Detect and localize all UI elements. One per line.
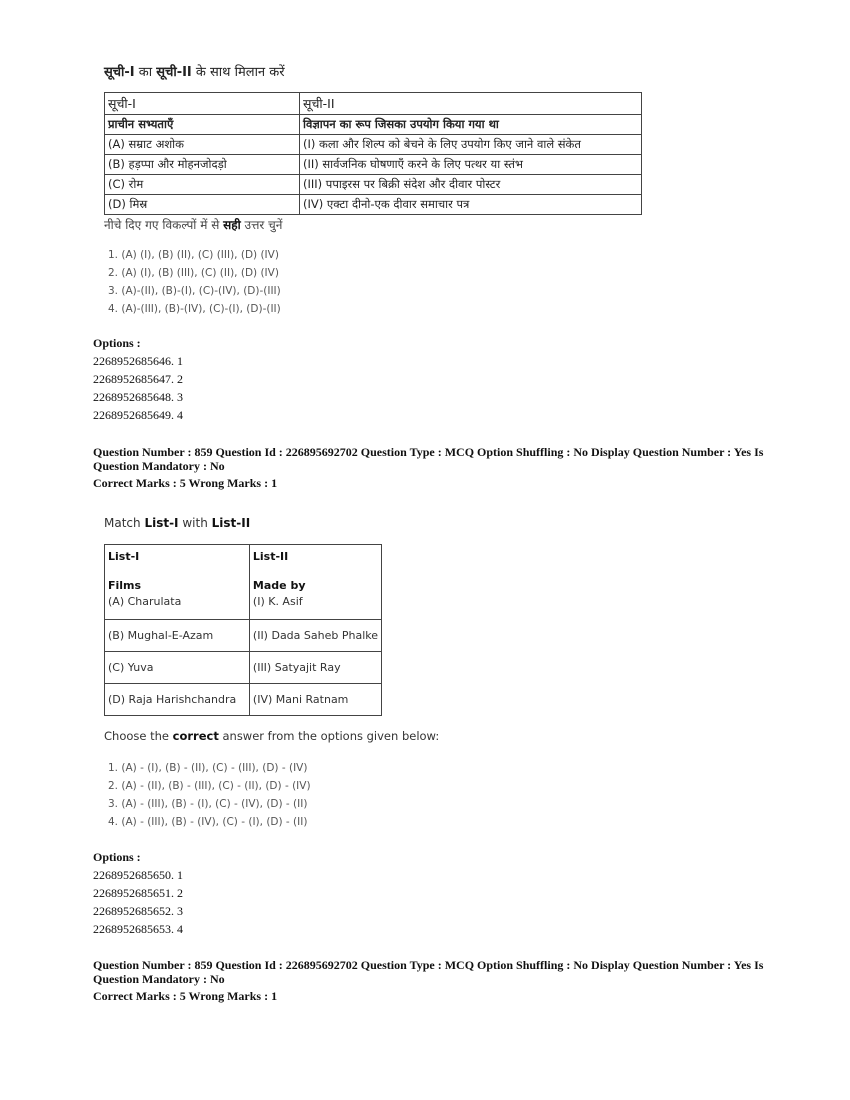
options-label: Options : bbox=[93, 336, 141, 350]
title-text: with bbox=[178, 516, 212, 530]
english-answer-choices bbox=[108, 759, 311, 831]
instruction-emphasis: सही bbox=[223, 218, 241, 232]
table-subheader-row bbox=[105, 115, 642, 135]
hindi-instruction bbox=[104, 216, 282, 233]
options-label: Options : bbox=[93, 850, 141, 864]
hindi-question-title bbox=[104, 62, 285, 80]
options-block-1 bbox=[93, 334, 183, 424]
answer-choice: 2. (A) (I), (B) (III), (C) (II), (D) (IV) bbox=[108, 267, 279, 279]
table-subheader-cell: Films bbox=[105, 568, 250, 592]
question-meta-line: Question Number : 859 Question Id : 226895692702 Question Type : MCQ Option Shuffling : No Display Question Number : Yes Is Question Mandatory : No bbox=[93, 445, 764, 473]
table-header-cell: सूची-II bbox=[300, 93, 642, 115]
option-id: 2268952685651. 2 bbox=[93, 886, 183, 900]
table-header-cell: List-I bbox=[105, 545, 250, 569]
table-cell: (A) सम्राट अशोक bbox=[105, 135, 300, 155]
hindi-title-connector: का bbox=[134, 65, 157, 80]
question-meta-2 bbox=[93, 958, 773, 1003]
hindi-title-suffix: के साथ मिलान करें bbox=[191, 65, 285, 80]
english-match-table bbox=[104, 544, 382, 716]
table-cell: (C) रोम bbox=[105, 175, 300, 195]
table-cell: (IV) Mani Ratnam bbox=[249, 684, 381, 716]
option-id: 2268952685650. 1 bbox=[93, 868, 183, 882]
answer-choice: 1. (A) - (I), (B) - (II), (C) - (III), (D) - (IV) bbox=[108, 762, 308, 774]
table-cell: (C) Yuva bbox=[105, 652, 250, 684]
question-meta-line: Question Number : 859 Question Id : 226895692702 Question Type : MCQ Option Shuffling : No Display Question Number : Yes Is Question Mandatory : No bbox=[93, 958, 764, 986]
answer-choice: 1. (A) (I), (B) (II), (C) (III), (D) (IV) bbox=[108, 249, 279, 261]
option-id: 2268952685646. 1 bbox=[93, 354, 183, 368]
answer-choice: 4. (A) - (III), (B) - (IV), (C) - (I), (D) - (II) bbox=[108, 816, 308, 828]
list1-label: List-I bbox=[144, 516, 179, 530]
table-header-cell: List-II bbox=[249, 545, 381, 569]
instruction-text: उत्तर चुनें bbox=[240, 218, 283, 232]
question-meta-1 bbox=[93, 445, 773, 490]
instruction-text: answer from the options given below: bbox=[218, 729, 440, 743]
list2-label: List-II bbox=[211, 516, 251, 530]
answer-choice: 3. (A) - (III), (B) - (I), (C) - (IV), (D) - (II) bbox=[108, 798, 308, 810]
table-cell: (III) Satyajit Ray bbox=[249, 652, 381, 684]
table-cell: (IV) एक्टा दीनो-एक दीवार समाचार पत्र bbox=[300, 195, 642, 215]
table-cell: (II) सार्वजनिक घोषणाएँ करने के लिए पत्थर या स्तंभ bbox=[300, 155, 642, 175]
instruction-text: नीचे दिए गए विकल्पों में से bbox=[104, 218, 224, 232]
options-block-2 bbox=[93, 848, 183, 938]
table-cell: (III) पपाइरस पर बिक्री संदेश और दीवार पोस्टर bbox=[300, 175, 642, 195]
table-cell: (B) Mughal-E-Azam bbox=[105, 620, 250, 652]
title-text: Match bbox=[104, 516, 145, 530]
option-id: 2268952685649. 4 bbox=[93, 408, 183, 422]
table-header-row bbox=[105, 93, 642, 115]
english-question-title bbox=[104, 516, 250, 530]
answer-choice: 2. (A) - (II), (B) - (III), (C) - (II), (D) - (IV) bbox=[108, 780, 311, 792]
answer-choice: 3. (A)-(II), (B)-(I), (C)-(IV), (D)-(III) bbox=[108, 285, 281, 297]
option-id: 2268952685647. 2 bbox=[93, 372, 183, 386]
table-cell: (I) कला और शिल्प को बेचने के लिए उपयोग किए जाने वाले संकेत bbox=[300, 135, 642, 155]
english-instruction bbox=[104, 729, 439, 743]
table-row bbox=[105, 684, 382, 716]
table-cell: (D) मिस्र bbox=[105, 195, 300, 215]
table-row bbox=[105, 195, 642, 215]
option-id: 2268952685653. 4 bbox=[93, 922, 183, 936]
table-row bbox=[105, 592, 382, 620]
table-cell: (B) हड़प्पा और मोहनजोदड़ो bbox=[105, 155, 300, 175]
option-id: 2268952685652. 3 bbox=[93, 904, 183, 918]
hindi-match-table bbox=[104, 92, 642, 215]
table-header-row bbox=[105, 545, 382, 569]
table-header-cell: सूची-I bbox=[105, 93, 300, 115]
table-subheader-cell: विज्ञापन का रूप जिसका उपयोग किया गया था bbox=[300, 115, 642, 135]
table-cell: (D) Raja Harishchandra bbox=[105, 684, 250, 716]
option-id: 2268952685648. 3 bbox=[93, 390, 183, 404]
table-row bbox=[105, 620, 382, 652]
table-row bbox=[105, 652, 382, 684]
table-subheader-cell: Made by bbox=[249, 568, 381, 592]
hindi-list1-label: सूची-I bbox=[104, 65, 135, 80]
instruction-emphasis: correct bbox=[172, 729, 219, 743]
table-row bbox=[105, 155, 642, 175]
hindi-list2-label: सूची-II bbox=[156, 65, 192, 80]
answer-choice: 4. (A)-(III), (B)-(IV), (C)-(I), (D)-(II) bbox=[108, 303, 281, 315]
table-subheader-cell: प्राचीन सभ्यताएँ bbox=[105, 115, 300, 135]
instruction-text: Choose the bbox=[104, 729, 173, 743]
question-marks: Correct Marks : 5 Wrong Marks : 1 bbox=[93, 476, 278, 490]
table-cell: (A) Charulata bbox=[105, 592, 250, 620]
table-row bbox=[105, 135, 642, 155]
table-cell: (I) K. Asif bbox=[249, 592, 381, 620]
table-cell: (II) Dada Saheb Phalke bbox=[249, 620, 381, 652]
hindi-answer-choices bbox=[108, 246, 281, 318]
question-marks: Correct Marks : 5 Wrong Marks : 1 bbox=[93, 989, 278, 1003]
table-subheader-row bbox=[105, 568, 382, 592]
table-row bbox=[105, 175, 642, 195]
